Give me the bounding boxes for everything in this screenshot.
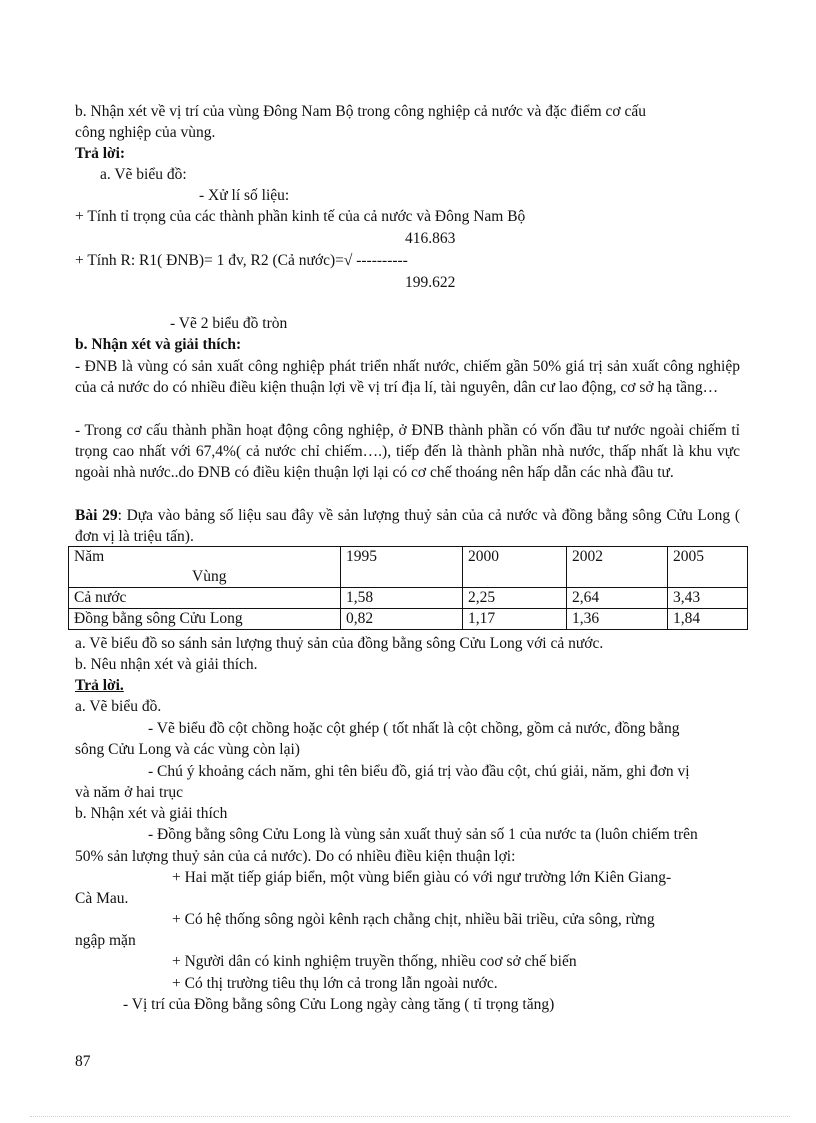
answer-a-point-2-line-2: và năm ở hai trục [75, 784, 184, 801]
value-cell: 2,25 [463, 588, 567, 609]
answer-b-point-1-line-2: 50% sản lượng thuỷ sản của cả nước). Do có nhiều điều kiện thuận lợi: [75, 848, 516, 865]
answer-b-point-6: - Vị trí của Đồng bằng sông Cửu Long ngày càng tăng ( tỉ trọng tăng) [123, 996, 555, 1013]
exercise-29-label: Bài 29 [75, 507, 118, 524]
answer-b-point-3-line-2: ngập mặn [75, 932, 136, 949]
value-cell: 1,17 [463, 609, 567, 630]
question-b-line-1: b. Nhận xét về vị trí của vùng Đông Nam Bộ trong công nghiệp cả nước và đặc điểm cơ cấu [75, 103, 647, 120]
value-cell: 1,84 [668, 609, 748, 630]
answer-b-point-3-line-1: + Có hệ thống sông ngòi kênh rạch chằng chịt, nhiều bãi triều, cửa sông, rừng [172, 911, 655, 928]
year-cell: 1995 [341, 547, 463, 588]
table-row [69, 588, 748, 609]
year-cell: 2002 [567, 547, 668, 588]
answer-a-point-1-line-2: sông Cửu Long và các vùng còn lại) [75, 741, 300, 758]
year-cell: 2005 [668, 547, 748, 588]
table-header-corner [69, 547, 341, 588]
year-cell: 2000 [463, 547, 567, 588]
answer-a-heading: a. Vẽ biểu đồ. [75, 698, 162, 715]
page-number: 87 [75, 1053, 91, 1070]
calc-radius-line: + Tính R: R1( ĐNB)= 1 đv, R2 (Cả nước)=√ ---------- [75, 252, 408, 269]
process-data-item: - Xử lí số liệu: [199, 187, 290, 204]
exercise-29-prompt [75, 505, 740, 547]
calc-share-line: + Tính tỉ trọng của các thành phần kinh tế của cả nước và Đông Nam Bộ [75, 208, 526, 225]
section-heading-b: b. Nhận xét và giải thích: [75, 336, 242, 353]
value-cell: 2,64 [567, 588, 668, 609]
draw-chart-item: a. Vẽ biểu đồ: [100, 166, 187, 183]
answer-b-heading: b. Nhận xét và giải thích [75, 805, 228, 822]
page-bottom-border [30, 1116, 790, 1117]
value-cell: 1,58 [341, 588, 463, 609]
fishery-output-table [68, 546, 748, 630]
fraction-numerator: 416.863 [405, 230, 456, 247]
exercise-29-text: : Dựa vào bảng số liệu sau đây về sản lượng thuỷ sản của cả nước và đồng bằng sông Cửu Long ( đơn vị là triệu tấn). [75, 507, 740, 545]
answer-a-point-2-line-1: - Chú ý khoảng cách năm, ghi tên biểu đồ, giá trị vào đầu cột, chú giải, năm, ghi đơn vị [148, 763, 690, 780]
header-year-label: Năm [74, 548, 105, 565]
paragraph-dnb-industry: - ĐNB là vùng có sản xuất công nghiệp phát triển nhất nước, chiếm gần 50% giá trị sản xuất công nghiệp của cả nước do có nhiều điều kiện thuận lợi về vị trí địa lí, tài nguyên, dân cư lao động, cơ sở hạ tầng… [75, 358, 740, 396]
row-label: Cả nước [69, 588, 341, 609]
answer-b-point-2-line-1: + Hai mặt tiếp giáp biển, một vùng biển giàu có với ngư trường lớn Kiên Giang- [172, 869, 672, 886]
header-region-label: Vùng [192, 568, 227, 585]
answer-b-point-2-line-2: Cà Mau. [75, 890, 129, 907]
answer-heading: Trả lời: [75, 145, 126, 162]
answer-b-point-5: + Có thị trường tiêu thụ lớn cả trong lẫn ngoài nước. [172, 975, 498, 992]
answer-b-point-4: + Người dân có kinh nghiệm truyền thống, nhiều coơ sở chế biến [172, 953, 577, 970]
fraction-denominator: 199.622 [405, 274, 456, 291]
answer-heading-2: Trả lời. [75, 677, 124, 694]
answer-b-point-1-line-1: - Đồng bằng sông Cửu Long là vùng sản xuất thuỷ sản số 1 của nước ta (luôn chiếm trên [148, 826, 698, 843]
draw-pie-charts-item: - Vẽ 2 biểu đồ tròn [170, 315, 288, 332]
row-label: Đồng bằng sông Cửu Long [69, 609, 341, 630]
table-header-row [69, 547, 748, 588]
value-cell: 0,82 [341, 609, 463, 630]
task-a: a. Vẽ biểu đồ so sánh sản lượng thuỷ sản của đồng bằng sông Cửu Long với cả nước. [75, 635, 604, 652]
value-cell: 3,43 [668, 588, 748, 609]
question-b-line-2: công nghiệp của vùng. [75, 124, 216, 141]
task-b: b. Nêu nhận xét và giải thích. [75, 656, 258, 673]
answer-a-point-1-line-1: - Vẽ biểu đồ cột chồng hoặc cột ghép ( tốt nhất là cột chồng, gồm cả nước, đồng bằng [148, 720, 680, 737]
paragraph-industry-structure: - Trong cơ cấu thành phần hoạt động công nghiệp, ở ĐNB thành phần có vốn đầu tư nước ngoài chiếm tỉ trọng cao nhất với 67,4%( cả nước chỉ chiếm….), tiếp đến là thành phần nhà nước, thấp nhất là khu vực ngoài nhà nước..do ĐNB có điều kiện thuận lợi lại có cơ chế thoáng nên hấp dẫn các nhà đầu tư. [75, 422, 740, 481]
value-cell: 1,36 [567, 609, 668, 630]
table-row [69, 609, 748, 630]
